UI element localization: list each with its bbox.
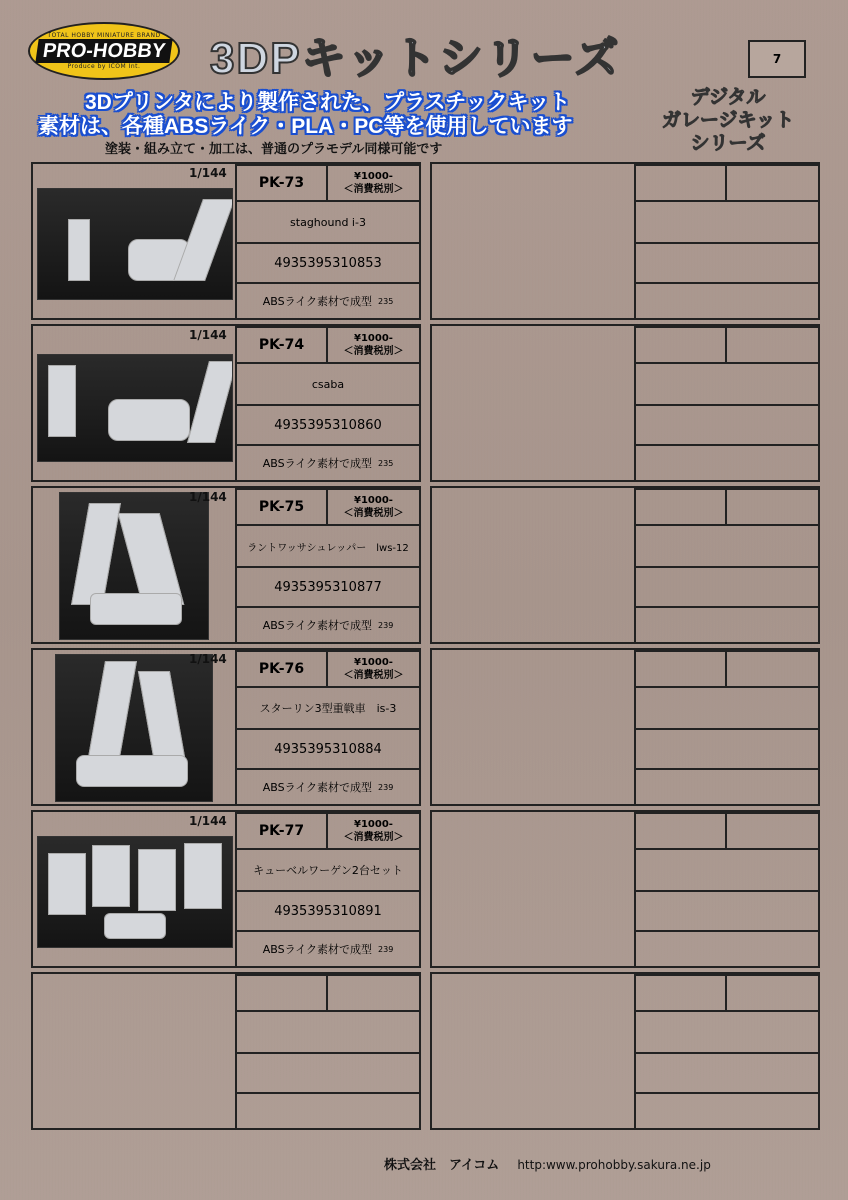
material-number: 235: [378, 458, 394, 468]
scale-label: 1/144: [189, 328, 227, 342]
usage-note: 塗装・組み立て・加工は、普通のプラモデル同様可能です: [105, 142, 443, 157]
product-photo: [37, 836, 233, 948]
scale-label: 1/144: [189, 814, 227, 828]
empty-cell: [634, 812, 727, 850]
product-code: PK-74: [235, 326, 328, 364]
tax-note: ＜消費税別＞: [343, 346, 404, 357]
empty-cell: [634, 606, 820, 644]
price: ¥1000-: [354, 495, 393, 506]
material-text: ABSライク素材で成型: [262, 619, 373, 632]
model-part: [87, 661, 137, 763]
empty-cell: [634, 242, 820, 284]
material-number: 239: [378, 944, 394, 954]
page-number: 7: [748, 40, 806, 78]
price: ¥1000-: [354, 819, 393, 830]
logo-top-text: TOTAL HOBBY MINIATURE BRAND: [47, 32, 161, 39]
scale-label: 1/144: [189, 652, 227, 666]
model-part: [108, 399, 190, 441]
empty-cell: [634, 404, 820, 446]
empty-cell: [634, 650, 727, 688]
model-part: [71, 503, 121, 605]
empty-cell: [235, 1052, 421, 1094]
product-photo: [37, 188, 233, 300]
empty-cell: [634, 974, 727, 1012]
subtitle-line-2: 素材は、各種ABSライク・PLA・PC等を使用しています: [38, 115, 573, 138]
jan-code: 4935395310853: [235, 242, 421, 284]
empty-card: [430, 162, 820, 320]
price-cell: [326, 812, 421, 850]
material-text: ABSライク素材で成型: [262, 457, 373, 470]
product-code: PK-73: [235, 164, 328, 202]
digital-line-1: デジタル: [690, 86, 766, 108]
material-number: 235: [378, 296, 394, 306]
empty-cell: [725, 326, 820, 364]
jan-code: 4935395310877: [235, 566, 421, 608]
jan-code: 4935395310884: [235, 728, 421, 770]
product-card-pk77: [31, 810, 421, 968]
empty-cell: [634, 326, 727, 364]
empty-cell: [634, 1010, 820, 1054]
empty-cell: [634, 444, 820, 482]
price-cell: [326, 650, 421, 688]
product-code: PK-77: [235, 812, 328, 850]
empty-cell: [725, 650, 820, 688]
empty-cell: [725, 164, 820, 202]
material-number: 239: [378, 620, 394, 630]
brand-logo: [28, 22, 180, 80]
empty-cell: [634, 768, 820, 806]
empty-cell: [634, 164, 727, 202]
empty-cell: [235, 1010, 421, 1054]
price: ¥1000-: [354, 657, 393, 668]
product-code: PK-75: [235, 488, 328, 526]
empty-cell: [634, 930, 820, 968]
model-part: [68, 219, 90, 281]
empty-cell: [634, 1052, 820, 1094]
model-part: [118, 513, 185, 605]
empty-card: [31, 972, 421, 1130]
empty-cell: [725, 488, 820, 526]
material-text: ABSライク素材で成型: [262, 781, 373, 794]
product-card-pk74: [31, 324, 421, 482]
tax-note: ＜消費税別＞: [343, 184, 404, 195]
empty-cell: [634, 488, 727, 526]
empty-cell: [634, 1092, 820, 1130]
jan-code: 4935395310891: [235, 890, 421, 932]
empty-cell: [634, 686, 820, 730]
price-cell: [326, 326, 421, 364]
material-text: ABSライク素材で成型: [262, 943, 373, 956]
product-name: キューベルワーゲン2台セット: [235, 848, 421, 892]
page-title: 3DPキットシリーズ: [210, 34, 621, 83]
tax-note: ＜消費税別＞: [343, 670, 404, 681]
material-cell: [235, 282, 421, 320]
product-name: スターリン3型重戦車 is-3: [235, 686, 421, 730]
product-photo: [59, 492, 209, 640]
model-part: [76, 755, 188, 787]
model-part: [92, 845, 130, 907]
empty-card: [430, 486, 820, 644]
empty-cell: [326, 974, 421, 1012]
digital-line-2: ガレージキット: [661, 109, 795, 131]
price: ¥1000-: [354, 171, 393, 182]
empty-cell: [634, 524, 820, 568]
model-part: [48, 853, 86, 915]
empty-cell: [634, 848, 820, 892]
digital-series-label: [648, 86, 808, 155]
logo-text: PRO-HOBBY: [35, 39, 173, 63]
digital-line-3: シリーズ: [690, 132, 766, 154]
empty-cell: [235, 1092, 421, 1130]
tax-note: ＜消費税別＞: [343, 508, 404, 519]
subtitle-line-1: 3Dプリンタにより製作された、プラスチックキット: [85, 91, 571, 114]
website-url[interactable]: http:www.prohobby.sakura.ne.jp: [517, 1158, 711, 1172]
model-part: [138, 671, 186, 763]
tax-note: ＜消費税別＞: [343, 832, 404, 843]
material-cell: [235, 768, 421, 806]
empty-card: [430, 648, 820, 806]
material-cell: [235, 444, 421, 482]
model-part: [187, 361, 233, 443]
price: ¥1000-: [354, 333, 393, 344]
product-code: PK-76: [235, 650, 328, 688]
material-cell: [235, 930, 421, 968]
empty-cell: [634, 728, 820, 770]
footer: [384, 1154, 711, 1173]
product-photo: [55, 654, 213, 802]
jan-code: 4935395310860: [235, 404, 421, 446]
empty-cell: [634, 890, 820, 932]
price-cell: [326, 488, 421, 526]
empty-cell: [634, 200, 820, 244]
company-name: 株式会社 アイコム: [384, 1158, 500, 1173]
scale-label: 1/144: [189, 490, 227, 504]
empty-cell: [634, 566, 820, 608]
empty-card: [430, 324, 820, 482]
product-name: ラントワッサシュレッパー lws-12: [235, 524, 421, 568]
scale-label: 1/144: [189, 166, 227, 180]
price-cell: [326, 164, 421, 202]
model-part: [184, 843, 222, 909]
product-name: csaba: [235, 362, 421, 406]
empty-cell: [725, 974, 820, 1012]
empty-card: [430, 972, 820, 1130]
model-part: [138, 849, 176, 911]
material-cell: [235, 606, 421, 644]
model-part: [104, 913, 166, 939]
product-card-pk73: [31, 162, 421, 320]
empty-cell: [235, 974, 328, 1012]
product-name: staghound i-3: [235, 200, 421, 244]
product-card-pk75: [31, 486, 421, 644]
empty-cell: [634, 362, 820, 406]
product-card-pk76: [31, 648, 421, 806]
empty-card: [430, 810, 820, 968]
material-text: ABSライク素材で成型: [262, 295, 373, 308]
model-part: [48, 365, 76, 437]
logo-bottom-text: Produce by ICOM Int.: [67, 63, 141, 70]
empty-cell: [634, 282, 820, 320]
material-number: 239: [378, 782, 394, 792]
model-part: [90, 593, 182, 625]
product-photo: [37, 354, 233, 462]
empty-cell: [725, 812, 820, 850]
